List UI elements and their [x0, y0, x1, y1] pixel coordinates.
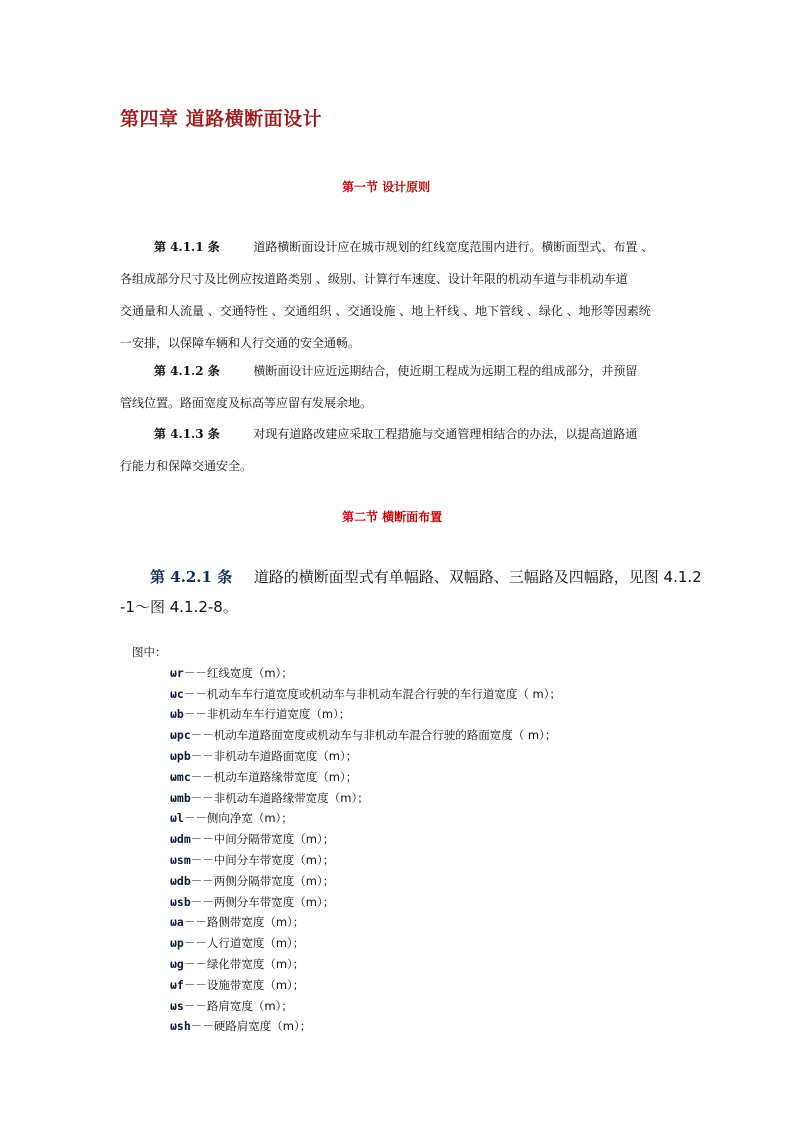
- symbol: ωp: [170, 936, 184, 951]
- definition-item: [170, 767, 561, 788]
- clause-number: 第 4.1.1 条: [154, 240, 220, 254]
- symbol: ωdb: [170, 873, 191, 888]
- symbol: ωg: [170, 956, 184, 971]
- definition-text: －－非机动车车行道宽度（m）；: [183, 707, 351, 722]
- definition-item: [170, 704, 561, 725]
- definition-item: [170, 746, 561, 767]
- symbol: ωb: [170, 707, 184, 722]
- clause-4-2-1: [120, 562, 702, 622]
- definition-item: [170, 663, 561, 684]
- definition-text: －－中间分车带宽度（m）；: [190, 852, 335, 867]
- definition-text: －－侧向净宽（m）；: [183, 811, 293, 826]
- definition-text: －－非机动车道路面宽度（m）；: [190, 748, 358, 763]
- definition-item: [170, 912, 561, 933]
- symbol: ωc: [170, 686, 184, 701]
- definition-text: －－机动车车行道宽度或机动车与非机动车混合行驶的车行道宽度（ m）；: [183, 686, 561, 701]
- definition-text: －－机动车道路面宽度或机动车与非机动车混合行驶的路面宽度（ m）；: [190, 728, 557, 743]
- definition-item: [170, 788, 561, 809]
- definition-item: [170, 808, 561, 829]
- clause-number: 第 4.1.3 条: [154, 427, 220, 441]
- definition-text: －－设施带宽度（m）；: [183, 977, 305, 992]
- symbol: ωpb: [170, 748, 191, 763]
- symbol: ωmb: [170, 790, 191, 805]
- clause-text-line: 行能力和保障交通安全。: [120, 459, 253, 473]
- definition-item: [170, 684, 561, 705]
- definition-text: －－两侧分车带宽度（m）；: [190, 894, 335, 909]
- clause-text-line: 各组成部分尺寸及比例应按道路类别 、级别、计算行车速度、设计年限的机动车道与非机动车道: [120, 272, 628, 286]
- clause-text-line: 交通量和人流量 、交通特性 、交通组织 、交通设施 、地上杆线 、地下管线 、绿化 、地形等因素统: [120, 304, 651, 318]
- symbol: ωdm: [170, 832, 191, 847]
- definition-text: －－两侧分隔带宽度（m）；: [190, 873, 335, 888]
- symbol: ωpc: [170, 728, 191, 743]
- section-title-design-principles: 第一节 设计原则: [342, 180, 431, 194]
- definition-text: －－非机动车道路缘带宽度（m）；: [190, 790, 369, 805]
- clause-4-1-2: [120, 355, 637, 419]
- definition-text: －－硬路肩宽度（m）；: [190, 1019, 312, 1034]
- clause-number: 第 4.1.2 条: [154, 364, 220, 378]
- symbol: ωsh: [170, 1019, 191, 1034]
- clause-text-line: 道路的横断面型式有单幅路、双幅路、三幅路及四幅路，见图 4.1.2: [253, 568, 702, 586]
- definition-text: －－中间分隔带宽度（m）；: [190, 832, 335, 847]
- symbol: ωa: [170, 915, 184, 930]
- clause-text-line: 横断面设计应近远期结合，使近期工程成为远期工程的组成部分，并预留: [253, 364, 638, 378]
- definition-item: [170, 996, 561, 1017]
- symbol-legend: [132, 642, 561, 1037]
- clause-text-line: 管线位置。路面宽度及标高等应留有发展余地。: [120, 396, 373, 410]
- definition-text: －－红线宽度（m）；: [183, 665, 293, 680]
- clause-4-1-3: [120, 418, 637, 482]
- symbol: ωf: [170, 977, 184, 992]
- definition-item: [170, 975, 561, 996]
- definition-text: －－绿化带宽度（m）；: [183, 956, 305, 971]
- definition-item: [170, 1016, 561, 1037]
- symbol: ωs: [170, 998, 184, 1013]
- clause-number: 第 4.2.1 条: [150, 568, 233, 586]
- symbol: ωl: [170, 811, 184, 826]
- definition-item: [170, 829, 561, 850]
- legend-head: 图中：: [132, 645, 167, 659]
- definition-item: [170, 871, 561, 892]
- definition-text: －－人行道宽度（m）；: [183, 936, 305, 951]
- symbol: ωsb: [170, 894, 191, 909]
- definition-item: [170, 954, 561, 975]
- definition-text: －－路肩宽度（m）；: [183, 998, 293, 1013]
- definition-item: [170, 933, 561, 954]
- definition-text: －－路侧带宽度（m）；: [183, 915, 305, 930]
- definition-item: [170, 725, 561, 746]
- clause-text-line: 道路横断面设计应在城市规划的红线宽度范围内进行。横断面型式、布置 、: [253, 240, 654, 254]
- symbol: ωr: [170, 665, 184, 680]
- clause-text-line: -1～图 4.1.2-8。: [120, 598, 238, 616]
- clause-4-1-1: [120, 231, 653, 359]
- section-title-cross-section-layout: 第二节 横断面布置: [342, 510, 443, 524]
- definition-item: [170, 850, 561, 871]
- definition-text: －－机动车道路缘带宽度（m）；: [190, 769, 358, 784]
- symbol: ωsm: [170, 852, 191, 867]
- definition-item: [170, 892, 561, 913]
- clause-text-line: 一安排，以保障车辆和人行交通的安全通畅。: [120, 336, 361, 350]
- clause-text-line: 对现有道路改建应采取工程措施与交通管理相结合的办法，以提高道路通: [253, 427, 638, 441]
- chapter-title: 第四章 道路横断面设计: [120, 108, 323, 130]
- symbol: ωmc: [170, 769, 191, 784]
